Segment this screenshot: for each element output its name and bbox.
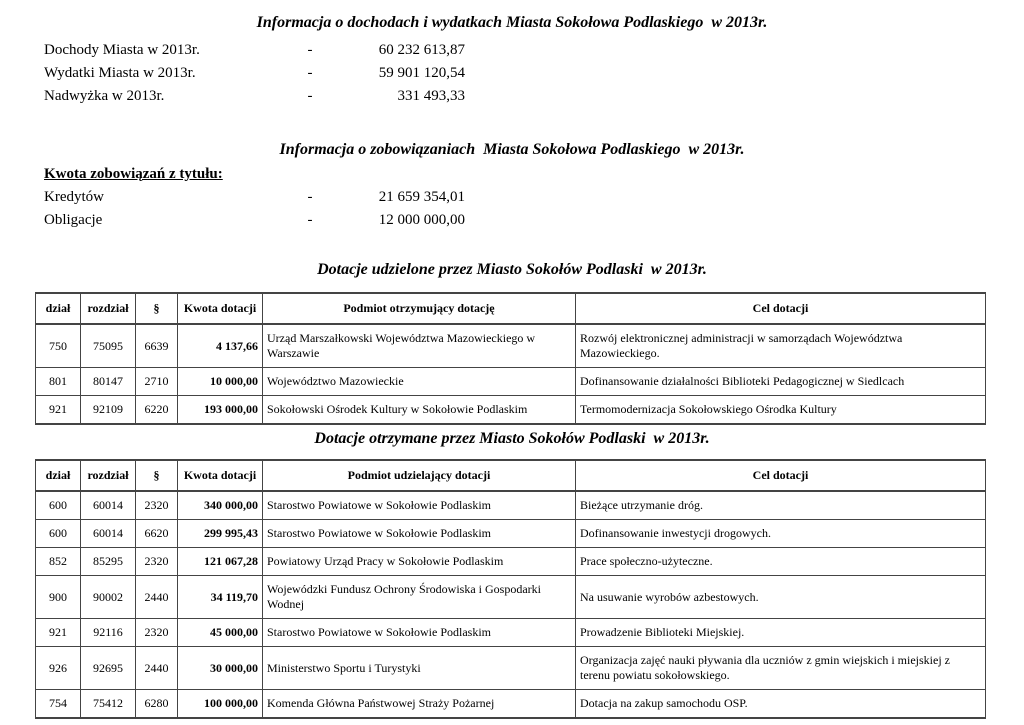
cell-podmiot: Urząd Marszałkowski Województwa Mazowieckiego w Warszawie bbox=[263, 324, 576, 368]
grants-given-header bbox=[36, 293, 986, 324]
cell-paragraf: 6639 bbox=[136, 324, 178, 368]
cell-rozdzial: 92109 bbox=[81, 396, 136, 425]
cell-kwota: 299 995,43 bbox=[178, 520, 263, 548]
cell-paragraf: 2440 bbox=[136, 647, 178, 690]
cell-cel: Prace społeczno-użyteczne. bbox=[576, 548, 986, 576]
cell-rozdzial: 75412 bbox=[81, 690, 136, 719]
cell-podmiot: Powiatowy Urząd Pracy w Sokołowie Podlaskim bbox=[263, 548, 576, 576]
cell-cel: Dofinansowanie inwestycji drogowych. bbox=[576, 520, 986, 548]
table-row bbox=[36, 576, 986, 619]
liabilities-section-title: Informacja o zobowiązaniach Miasta Sokołowa Podlaskiego w 2013r. bbox=[279, 141, 745, 158]
liability-row bbox=[0, 189, 1024, 212]
income-row bbox=[0, 88, 1024, 111]
cell-cel: Organizacja zajęć nauki pływania dla uczniów z gmin wiejskich i miejskiej z terenu powiatu sokołowskiego. bbox=[576, 647, 986, 690]
cell-kwota: 100 000,00 bbox=[178, 690, 263, 719]
col-header-cel: Cel dotacji bbox=[576, 460, 986, 491]
cell-paragraf: 2710 bbox=[136, 368, 178, 396]
cell-dzial: 852 bbox=[36, 548, 81, 576]
cell-kwota: 121 067,28 bbox=[178, 548, 263, 576]
cell-cel: Na usuwanie wyrobów azbestowych. bbox=[576, 576, 986, 619]
col-header-cel: Cel dotacji bbox=[576, 293, 986, 324]
income-rows bbox=[0, 42, 1024, 111]
grants-received-table bbox=[35, 459, 986, 719]
table-row bbox=[36, 647, 986, 690]
liabilities-subheading: Kwota zobowiązań z tytułu: bbox=[44, 166, 223, 182]
cell-podmiot: Komenda Główna Państwowej Straży Pożarnej bbox=[263, 690, 576, 719]
cell-kwota: 34 119,70 bbox=[178, 576, 263, 619]
cell-paragraf: 2320 bbox=[136, 491, 178, 520]
income-row-value: 331 493,33 bbox=[397, 88, 465, 104]
cell-dzial: 750 bbox=[36, 324, 81, 368]
liability-row-value: 21 659 354,01 bbox=[378, 189, 465, 205]
cell-dzial: 600 bbox=[36, 491, 81, 520]
table-row bbox=[36, 520, 986, 548]
grants-received-header bbox=[36, 460, 986, 491]
cell-rozdzial: 80147 bbox=[81, 368, 136, 396]
income-row-value: 60 232 613,87 bbox=[378, 42, 465, 58]
cell-rozdzial: 60014 bbox=[81, 520, 136, 548]
cell-paragraf: 6280 bbox=[136, 690, 178, 719]
cell-cel: Bieżące utrzymanie dróg. bbox=[576, 491, 986, 520]
cell-dzial: 900 bbox=[36, 576, 81, 619]
cell-rozdzial: 60014 bbox=[81, 491, 136, 520]
grants-given-title: Dotacje udzielone przez Miasto Sokołów Podlaski w 2013r. bbox=[317, 261, 707, 278]
grants-given-table bbox=[35, 292, 986, 425]
cell-podmiot: Ministerstwo Sportu i Turystyki bbox=[263, 647, 576, 690]
cell-paragraf: 6220 bbox=[136, 396, 178, 425]
cell-podmiot: Wojewódzki Fundusz Ochrony Środowiska i Gospodarki Wodnej bbox=[263, 576, 576, 619]
cell-rozdzial: 75095 bbox=[81, 324, 136, 368]
col-header-podmiot: Podmiot otrzymujący dotację bbox=[263, 293, 576, 324]
col-header-dzial: dział bbox=[36, 460, 81, 491]
cell-kwota: 30 000,00 bbox=[178, 647, 263, 690]
cell-paragraf: 2320 bbox=[136, 619, 178, 647]
cell-dzial: 600 bbox=[36, 520, 81, 548]
liability-row bbox=[0, 212, 1024, 235]
cell-kwota: 10 000,00 bbox=[178, 368, 263, 396]
cell-kwota: 45 000,00 bbox=[178, 619, 263, 647]
cell-dzial: 754 bbox=[36, 690, 81, 719]
cell-podmiot: Województwo Mazowieckie bbox=[263, 368, 576, 396]
cell-dzial: 801 bbox=[36, 368, 81, 396]
cell-podmiot: Starostwo Powiatowe w Sokołowie Podlaskim bbox=[263, 491, 576, 520]
dash-separator: - bbox=[307, 212, 313, 228]
cell-cel: Dotacja na zakup samochodu OSP. bbox=[576, 690, 986, 719]
col-header-rozdzial: rozdział bbox=[81, 460, 136, 491]
income-row-value: 59 901 120,54 bbox=[378, 65, 465, 81]
cell-cel: Rozwój elektronicznej administracji w samorządach Województwa Mazowieckiego. bbox=[576, 324, 986, 368]
cell-rozdzial: 85295 bbox=[81, 548, 136, 576]
col-header-kwota: Kwota dotacji bbox=[178, 293, 263, 324]
col-header-kwota: Kwota dotacji bbox=[178, 460, 263, 491]
table-row bbox=[36, 690, 986, 719]
liability-row-value: 12 000 000,00 bbox=[378, 212, 465, 228]
cell-rozdzial: 90002 bbox=[81, 576, 136, 619]
income-row-label: Wydatki Miasta w 2013r. bbox=[44, 65, 196, 81]
cell-dzial: 926 bbox=[36, 647, 81, 690]
col-header-podmiot: Podmiot udzielający dotacji bbox=[263, 460, 576, 491]
income-section-title: Informacja o dochodach i wydatkach Miasta Sokołowa Podlaskiego w 2013r. bbox=[256, 14, 768, 31]
table-row bbox=[36, 491, 986, 520]
income-row-label: Nadwyżka w 2013r. bbox=[44, 88, 165, 104]
table-row bbox=[36, 396, 986, 425]
cell-rozdzial: 92695 bbox=[81, 647, 136, 690]
col-header-paragraf: § bbox=[136, 293, 178, 324]
cell-kwota: 193 000,00 bbox=[178, 396, 263, 425]
cell-podmiot: Starostwo Powiatowe w Sokołowie Podlaskim bbox=[263, 520, 576, 548]
cell-podmiot: Starostwo Powiatowe w Sokołowie Podlaskim bbox=[263, 619, 576, 647]
income-row bbox=[0, 65, 1024, 88]
table-row bbox=[36, 548, 986, 576]
col-header-rozdzial: rozdział bbox=[81, 293, 136, 324]
cell-paragraf: 2320 bbox=[136, 548, 178, 576]
cell-paragraf: 2440 bbox=[136, 576, 178, 619]
cell-dzial: 921 bbox=[36, 396, 81, 425]
table-row bbox=[36, 619, 986, 647]
dash-separator: - bbox=[307, 189, 313, 205]
income-row-label: Dochody Miasta w 2013r. bbox=[44, 42, 200, 58]
cell-paragraf: 6620 bbox=[136, 520, 178, 548]
dash-separator: - bbox=[307, 65, 313, 81]
cell-kwota: 340 000,00 bbox=[178, 491, 263, 520]
income-row bbox=[0, 42, 1024, 65]
col-header-paragraf: § bbox=[136, 460, 178, 491]
cell-podmiot: Sokołowski Ośrodek Kultury w Sokołowie Podlaskim bbox=[263, 396, 576, 425]
grants-received-title: Dotacje otrzymane przez Miasto Sokołów Podlaski w 2013r. bbox=[314, 430, 710, 447]
cell-kwota: 4 137,66 bbox=[178, 324, 263, 368]
cell-cel: Dofinansowanie działalności Biblioteki Pedagogicznej w Siedlcach bbox=[576, 368, 986, 396]
cell-cel: Prowadzenie Biblioteki Miejskiej. bbox=[576, 619, 986, 647]
table-row bbox=[36, 368, 986, 396]
table-row bbox=[36, 324, 986, 368]
cell-cel: Termomodernizacja Sokołowskiego Ośrodka Kultury bbox=[576, 396, 986, 425]
liability-row-label: Obligacje bbox=[44, 212, 103, 228]
dash-separator: - bbox=[307, 88, 313, 104]
cell-dzial: 921 bbox=[36, 619, 81, 647]
liabilities-rows bbox=[0, 189, 1024, 235]
dash-separator: - bbox=[307, 42, 313, 58]
col-header-dzial: dział bbox=[36, 293, 81, 324]
liability-row-label: Kredytów bbox=[44, 189, 104, 205]
cell-rozdzial: 92116 bbox=[81, 619, 136, 647]
